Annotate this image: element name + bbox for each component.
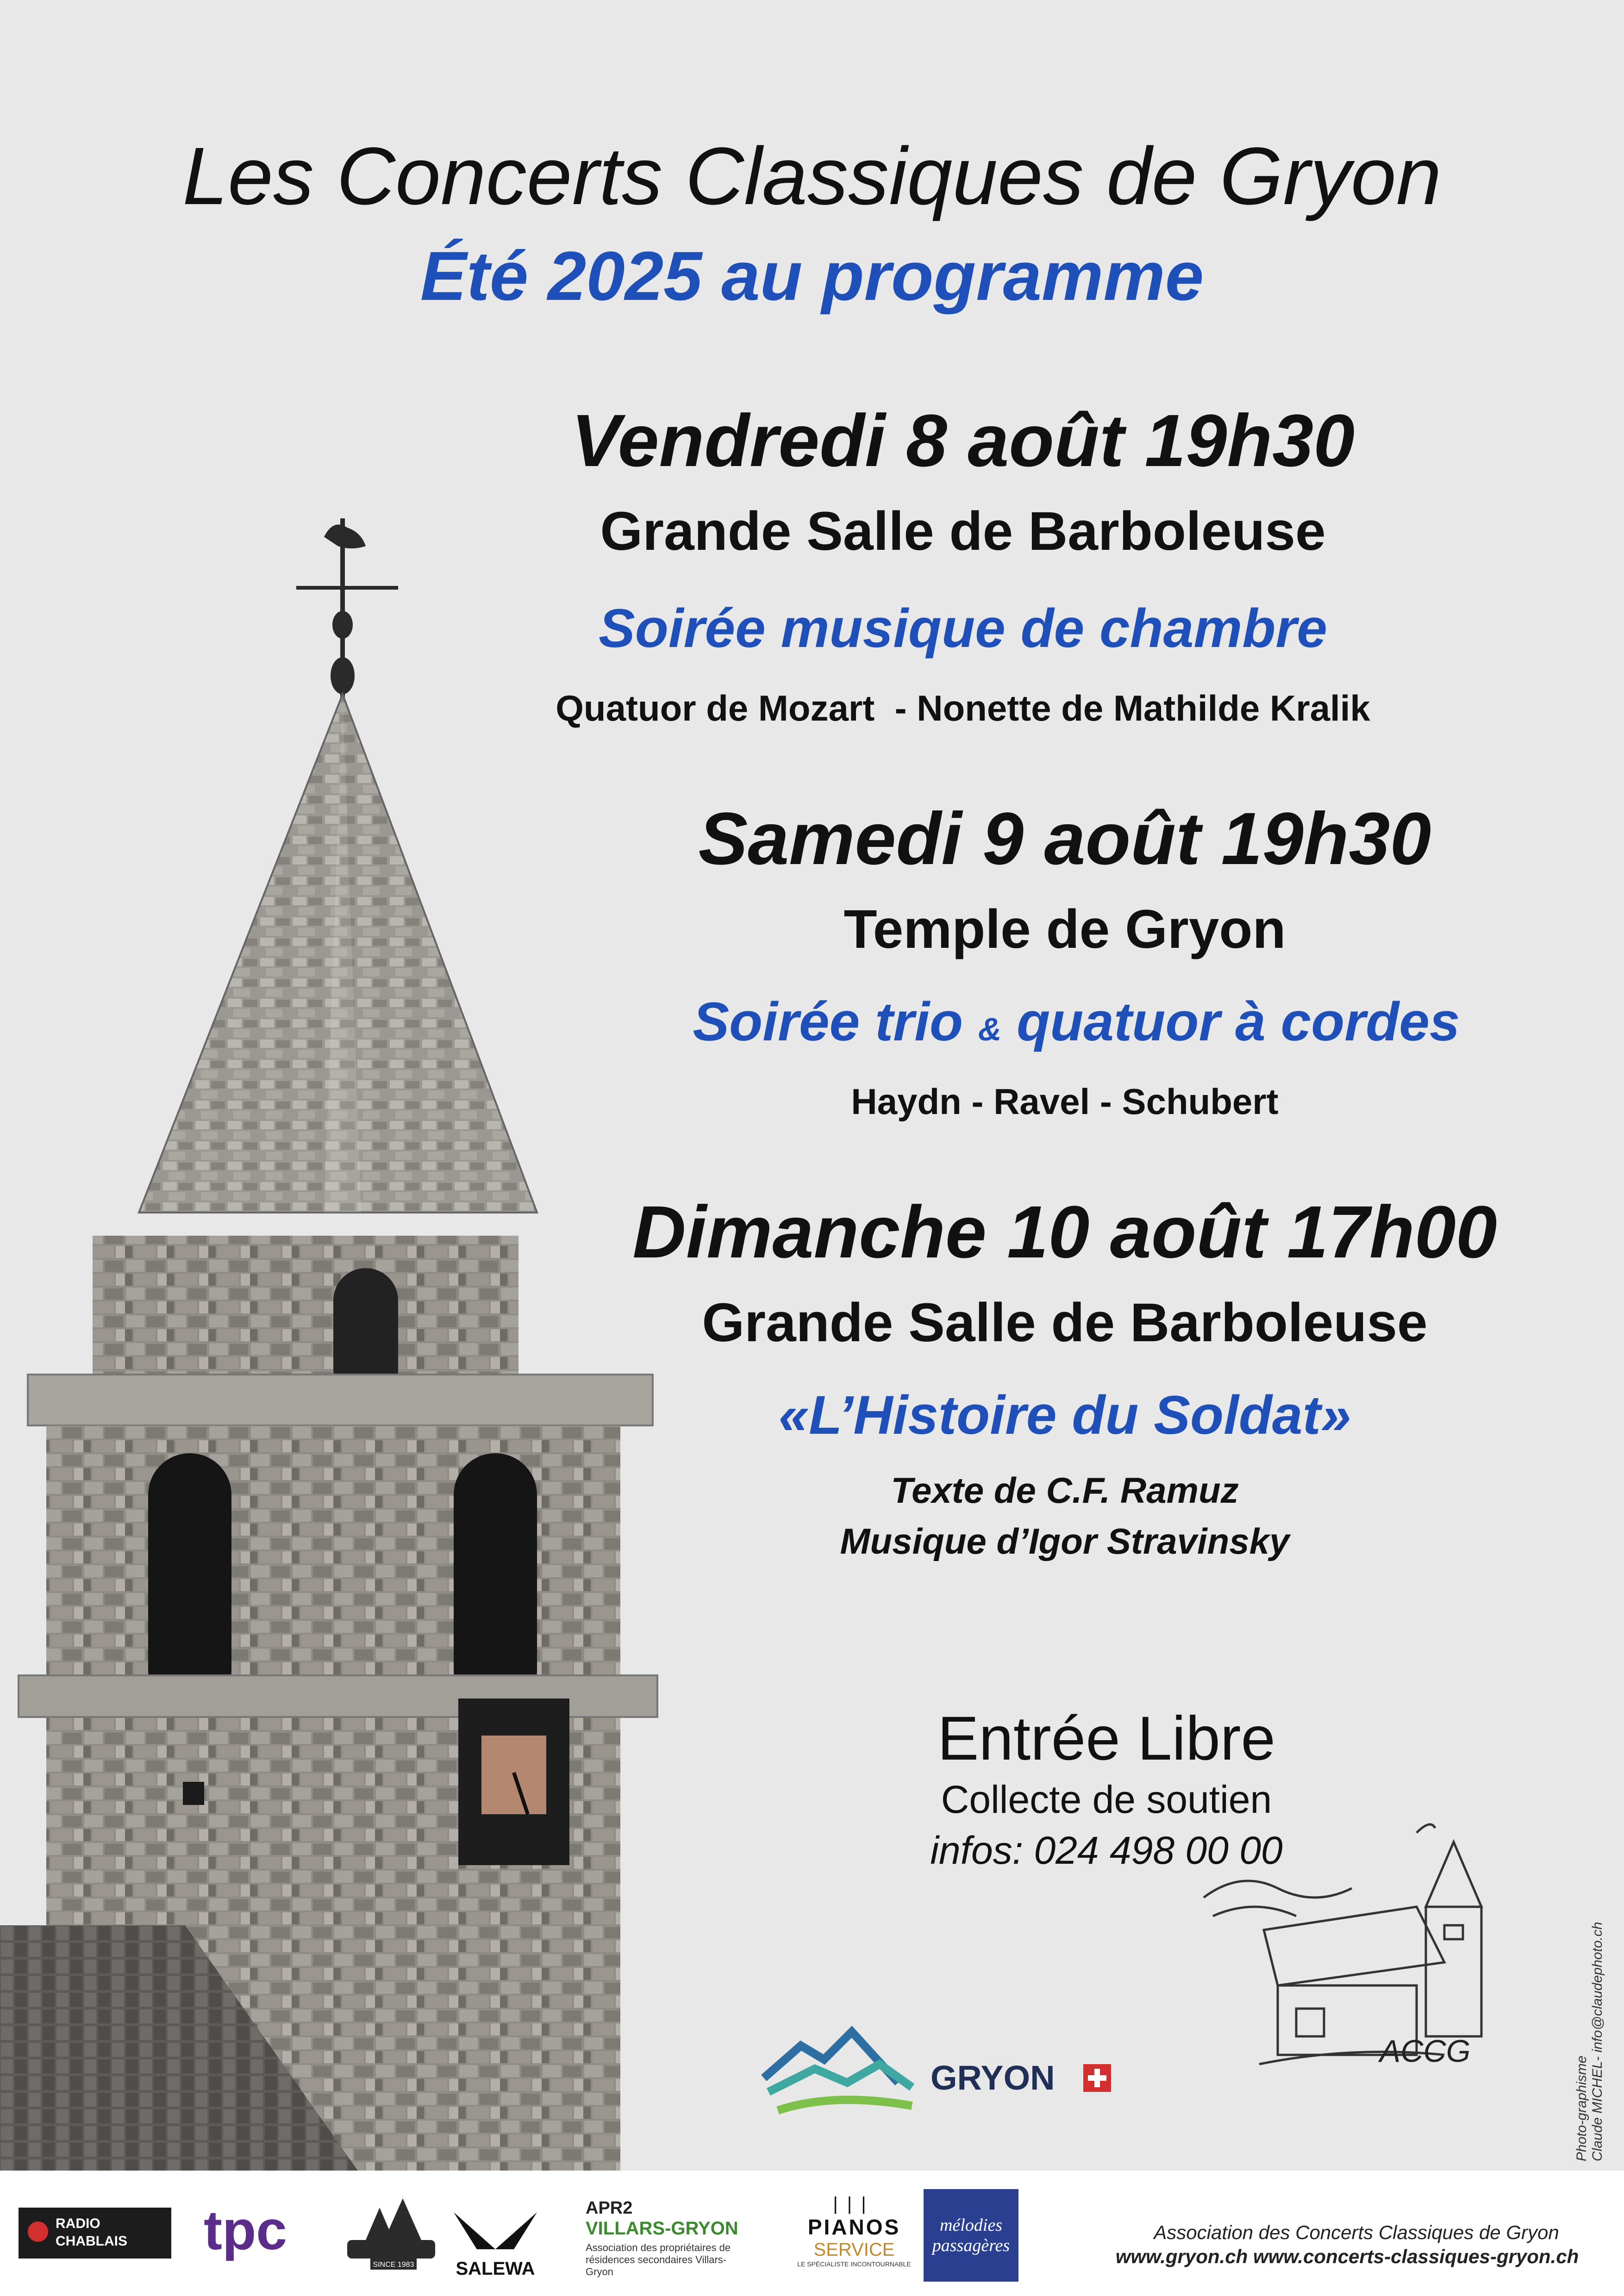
event-3-detail-1: Texte de C.F. Ramuz: [891, 1470, 1239, 1511]
pianos-line1: PIANOS: [807, 2215, 901, 2239]
event-2-kind-part1: Soirée trio: [693, 991, 978, 1052]
apr2-line3: Association des propriétaires de: [586, 2242, 731, 2253]
entry-collection: Collecte de soutien: [941, 1778, 1272, 1821]
event-1-detail: Quatuor de Mozart - Nonette de Mathilde Kralik: [556, 688, 1370, 728]
melodies-passageres-logo: [924, 2189, 1018, 2282]
event-2-kind: [625, 990, 1528, 1053]
accg-label: ACCG: [1380, 2034, 1471, 2069]
event-3-venue: Grande Salle de Barboleuse: [702, 1292, 1428, 1353]
radio-chablais-line2: CHABLAIS: [56, 2234, 127, 2249]
apr2-line1: APR2: [586, 2198, 633, 2218]
event-2-date: Samedi 9 août 19h30: [698, 797, 1431, 880]
piano-keys-icon: |||: [833, 2194, 875, 2214]
event-2-venue: Temple de Gryon: [843, 899, 1286, 960]
event-1-kind: Soirée musique de chambre: [599, 598, 1327, 659]
poster-subtitle: Été 2025 au programme: [420, 237, 1204, 315]
gryon-wordmark: GRYON: [931, 2059, 1055, 2097]
event-2-kind-part2: quatuor à cordes: [1001, 991, 1460, 1052]
event-3-date: Dimanche 10 août 17h00: [632, 1190, 1497, 1273]
board-since-label: SINCE 1983: [373, 2261, 414, 2269]
apr2-logo: [586, 2198, 752, 2278]
weathervane-icon: [296, 518, 398, 708]
event-2-kind-amp: &: [978, 1011, 1002, 1047]
tpc-logo: tpc: [204, 2199, 287, 2261]
event-3-kind: «L’Histoire du Soldat»: [778, 1385, 1351, 1446]
melodies-line2: passagères: [932, 2236, 1010, 2255]
radio-chablais-logo: [19, 2208, 171, 2259]
radio-dot-icon: [28, 2221, 48, 2242]
board-shop-logo: [338, 2194, 444, 2272]
credit-line-1: Photo-graphisme: [1574, 2055, 1589, 2161]
apr2-line4: résidences secondaires Villars-Gryon: [586, 2254, 727, 2277]
accg-church-sketch-logo: [1157, 1814, 1555, 2073]
clock-icon: [458, 1699, 569, 1865]
association-name: Association des Concerts Classiques de Gryon: [1154, 2221, 1559, 2243]
association-websites: www.gryon.ch www.concerts-classiques-gryon.ch: [1115, 2246, 1579, 2267]
event-3-detail-2: Musique d’Igor Stravinsky: [840, 1521, 1290, 1562]
salewa-label: SALEWA: [456, 2259, 535, 2279]
entry-infos: infos: 024 498 00 00: [930, 1829, 1283, 1872]
pianos-line3: LE SPÉCIALISTE INCONTOURNABLE: [797, 2260, 911, 2268]
pianos-line2: SERVICE: [813, 2240, 895, 2260]
event-1-venue: Grande Salle de Barboleuse: [600, 501, 1326, 562]
event-2-detail: Haydn - Ravel - Schubert: [851, 1081, 1279, 1122]
event-1-date: Vendredi 8 août 19h30: [571, 399, 1355, 482]
church-tower-photo: [0, 509, 676, 2175]
gryon-logo: [759, 2004, 1130, 2124]
credit-anchor: [1574, 1922, 1605, 2166]
melodies-line1: mélodies: [939, 2215, 1003, 2235]
salewa-logo: [435, 2198, 556, 2282]
pianos-service-logo: [787, 2194, 921, 2268]
radio-chablais-line1: RADIO: [56, 2216, 100, 2231]
credit-line-2: Claude MICHEL- info@claudephoto.ch: [1590, 1922, 1605, 2161]
entry-title: Entrée Libre: [937, 1704, 1275, 1773]
sponsor-footer: [0, 2171, 1624, 2296]
poster-title: Les Concerts Classiques de Gryon: [182, 131, 1442, 222]
apr2-line2: VILLARS-GRYON: [586, 2218, 738, 2239]
